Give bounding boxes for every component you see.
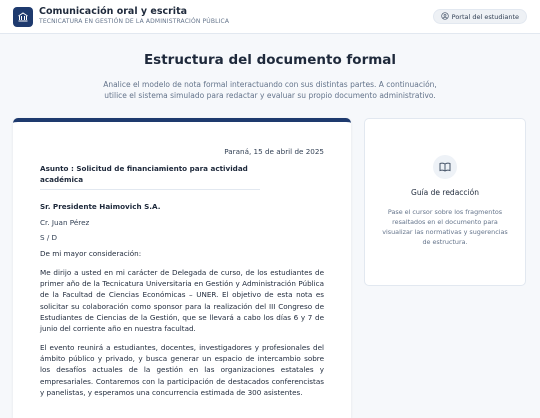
document-greeting[interactable]: De mi mayor consideración: <box>40 248 142 258</box>
brand <box>39 7 229 25</box>
document-recipient[interactable]: Sr. Presidente Haimovich S.A. <box>40 202 161 212</box>
top-bar <box>0 0 540 34</box>
user-circle-icon <box>441 12 449 22</box>
student-portal-button[interactable] <box>433 9 527 24</box>
document-sd[interactable]: S / D <box>40 232 58 242</box>
document-recipient-name[interactable]: Cr. Juan Pérez <box>40 217 90 227</box>
formal-document-card <box>13 118 351 418</box>
course-subtitle: TECNICATURA EN GESTIÓN DE LA ADMINISTRACIÓN PÚBLICA <box>39 17 230 25</box>
institution-icon <box>13 7 33 27</box>
document-date[interactable]: Paraná, 15 de abril de 2025 <box>224 147 324 156</box>
document-paragraph-1[interactable]: Me dirijo a usted en mi carácter de Delegada de curso, de los estudiantes de primer año de la Tecnicatura Universitaria en Gestión y Administración Pública de la Facultad de Ciencias Económicas – UNER. El objetivo de esta nota es solicitar su colaboración como sponsor para la realización del III Congreso de Estudiantes de Ciencias de la Gestión, que se llevará a cabo los días 6 y 7 de junio del corriente año en nuestra facultad. <box>40 268 324 333</box>
document-subject[interactable]: Asunto : Solicitud de financiamiento para actividad académica <box>40 163 260 190</box>
writing-guide-card <box>364 118 526 286</box>
page-title: Estructura del documento formal <box>143 52 397 68</box>
student-portal-label: Portal del estudiante <box>451 12 519 21</box>
page-description: Analice el modelo de nota formal interactuando con sus distintas partes. A continuación, utilice el sistema simulado para redactar y evaluar su propio documento administrativo. <box>103 80 437 101</box>
guide-title: Guía de redacción <box>411 188 479 197</box>
guide-text: Pase el cursor sobre los fragmentos resaltados en el documento para visualizar las normativas y sugerencias de estructura. <box>382 208 508 246</box>
document-paragraph-2[interactable]: El evento reunirá a estudiantes, docentes, investigadores y profesionales del ámbito público y privado, y busca generar un espacio de intercambio sobre los desafíos actuales de la gestión en las organizaciones estatales y empresariales. Contaremos con la participación de destacados conferencistas y panelistas, y esperamos una concurrencia estimada de 300 asistentes. <box>40 343 324 397</box>
course-title: Comunicación oral y escrita <box>39 6 188 18</box>
hero-section <box>0 34 540 102</box>
open-book-icon <box>433 155 457 179</box>
